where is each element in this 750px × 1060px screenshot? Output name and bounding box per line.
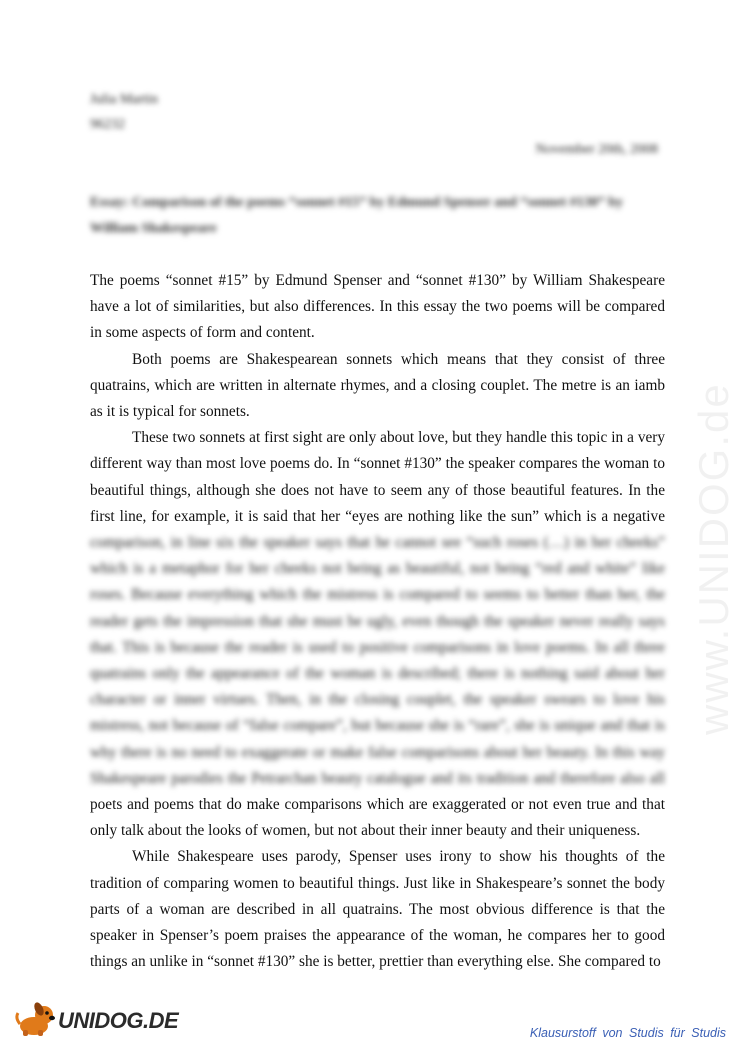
paragraph-intro: The poems “sonnet #15” by Edmund Spenser and “sonnet #130” by William Shakespeare have a lot of similarities, but also differences. In this essay the two poems will be compared in some aspects of form and content. <box>90 272 665 342</box>
logo-text: UNIDOG.DE <box>58 1008 179 1033</box>
author-name: Julia Martin <box>90 92 159 107</box>
paragraph-spenser: While Shakespeare uses parody, Spenser uses irony to show his thoughts of the tradition of comparing women to beautiful things. Just like in Shakespeare’s sonnet the body parts of a woman are described in all quatrains. The most obvious difference is that the speaker in Spenser’s poem praises the appearance of the woman, he compares her to good things an unlike in “sonnet #130” she is better, prettier than everything else. She compared to <box>90 848 665 971</box>
paragraph-shakespeare-end: poets and poems that do make comparisons which are exaggerated or not even true and that only talk about the looks of women, but not about their inner beauty and their uniqueness. <box>90 796 665 840</box>
watermark-text: www.UNIDOG.de <box>690 382 737 735</box>
footer-tagline: Klausurstoff von Studis für Studis <box>529 1026 726 1040</box>
essay-title: Essay: Comparison of the poems “sonnet #15” by Edmund Spenser and “sonnet #130” by William Shakespeare <box>90 195 624 236</box>
paragraph-shakespeare <box>90 425 665 844</box>
essay-date: November 20th, 2008 <box>535 142 658 157</box>
dog-mascot-icon <box>14 998 58 1038</box>
paragraph-shakespeare-visible: These two sonnets at first sight are only about love, but they handle this topic in a very different way than most love poems do. In “sonnet #130” the speaker compares the woman to beautiful things, although she does not have to seem any of those beautiful features. In the first line, for example, it is said that her “eyes are nothing like the sun” which is a negative <box>90 429 665 525</box>
essay-body <box>90 268 665 975</box>
unidog-logo[interactable] <box>14 998 178 1038</box>
paragraph-form: Both poems are Shakespearean sonnets which means that they consist of three quatrains, which are written in alternate rhymes, and a closing couplet. The metre is an iamb as it is typical for sonnets. <box>90 350 665 421</box>
paragraph-shakespeare-blurred: comparison, in line six the speaker says that he cannot see “such roses (…) in her cheeks” which is a metaphor for her cheeks not being as beautiful, not being “red and white” like roses. Because everything which the mistress is compared to seems to better than her, the reader gets the impression that she must be ugly, even though the speaker never really says that. This is because the reader is used to positive comparisons in love poems. In all three quatrains only the appearance of the woman is described; there is nothing said about her character or inner virtues. Then, in the closing couplet, the speaker swears to love his mistress, not because of “false compare”, but because she is “rare”, she is unique and that is why there is no need to exaggerate or make false comparisons about her beauty. In this way Shakespeare parodies the Petrarchan beauty catalogue and its tradition and therefore also all <box>90 534 665 787</box>
student-id: 96232 <box>90 117 125 132</box>
